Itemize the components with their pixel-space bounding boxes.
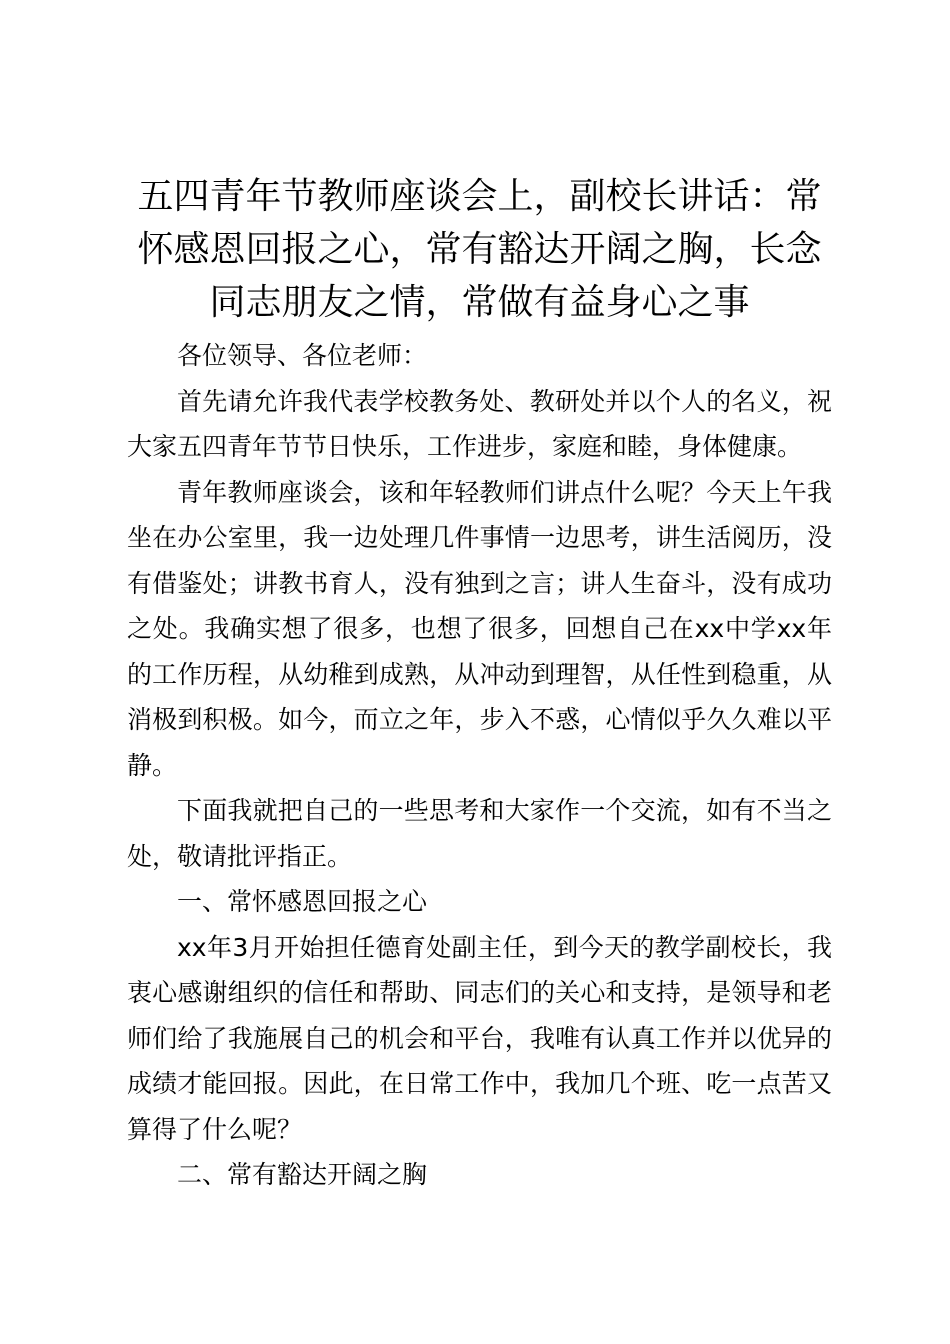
section-heading-1: 一、常怀感恩回报之心	[177, 887, 428, 916]
document-page	[127, 170, 832, 1198]
section-heading-2: 二、常有豁达开阔之胸	[177, 1160, 428, 1189]
paragraph-section-1: xx年3月开始担任德育处副主任，到今天的教学副校长，我衷心感谢组织的信任和帮助、同志们的关心和支持，是领导和老师们给了我施展自己的机会和平台，我唯有认真工作并以优异的成绩才能回报。因此，在日常工作中，我加几个班、吃一点苦又算得了什么呢？	[127, 932, 832, 1144]
paragraph-greeting: 首先请允许我代表学校教务处、教研处并以个人的名义，祝大家五四青年节节日快乐，工作进步，家庭和睦，身体健康。	[127, 386, 832, 461]
salutation: 各位领导、各位老师：	[177, 341, 428, 370]
paragraph-transition: 下面我就把自己的一些思考和大家作一个交流，如有不当之处，敬请批评指正。	[127, 796, 832, 871]
paragraph-intro: 青年教师座谈会，该和年轻教师们讲点什么呢？今天上午我坐在办公室里，我一边处理几件事情一边思考，讲生活阅历，没有借鉴处；讲教书育人，没有独到之言；讲人生奋斗，没有成功之处。我确实想了很多，也想了很多，回想自己在xx中学xx年的工作历程，从幼稚到成熟，从冲动到理智，从任性到稳重，从消极到积极。如今，而立之年，步入不惑，心情似乎久久难以平静。	[127, 477, 832, 780]
document-title: 五四青年节教师座谈会上，副校长讲话：常怀感恩回报之心，常有豁达开阔之胸，长念同志朋友之情，常做有益身心之事	[137, 176, 822, 323]
